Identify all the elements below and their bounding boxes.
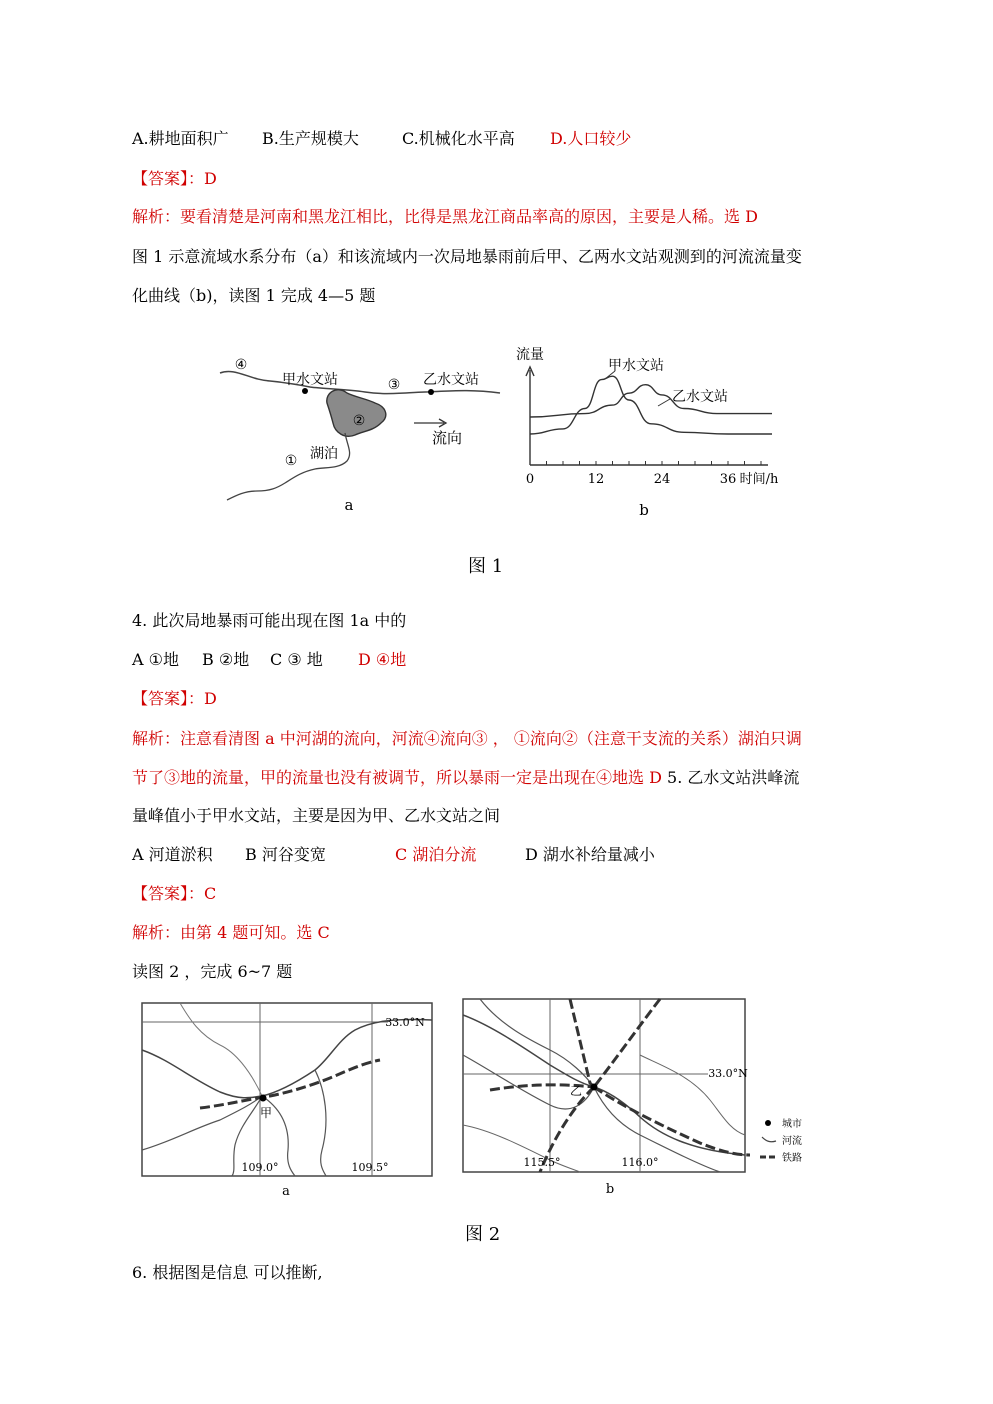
figure1a-sublabel: a bbox=[344, 496, 354, 514]
q5-option-c: C 湖泊分流 bbox=[395, 845, 477, 864]
circle-2-label: ② bbox=[352, 413, 366, 429]
x-tick-label: 36 bbox=[719, 472, 737, 487]
latitude-label-b: 33.0°N bbox=[708, 1067, 748, 1080]
x-tick-label: 0 bbox=[525, 472, 535, 487]
x-tick-label: 24 bbox=[653, 472, 671, 487]
figure1b-chart bbox=[510, 345, 800, 520]
q4-option-c: C ③ 地 bbox=[270, 650, 323, 669]
q5-option-d: D 湖水补给量减小 bbox=[525, 845, 655, 864]
q4-options bbox=[132, 649, 406, 671]
q3-option-b: B.生产规模大 bbox=[262, 129, 359, 148]
circle-4-label: ④ bbox=[234, 357, 248, 373]
q3-option-a: A.耕地面积广 bbox=[132, 129, 229, 148]
q4-analysis-line2 bbox=[132, 767, 799, 789]
q6-title: 6. 根据图是信息 可以推断, bbox=[132, 1263, 323, 1282]
q4-option-b: B ②地 bbox=[202, 650, 250, 669]
figure2b-sublabel: b bbox=[605, 1182, 615, 1197]
lake-label: 湖泊 bbox=[310, 446, 338, 462]
x-tick-label: 12 bbox=[587, 472, 605, 487]
q3-analysis: 解析：要看清楚是河南和黑龙江相比，比得是黑龙江商品率高的原因，主要是人稀。选 D bbox=[132, 207, 758, 226]
chart-ylabel: 流量 bbox=[516, 347, 544, 363]
circle-3-label: ③ bbox=[387, 377, 401, 393]
latitude-label-a: 33.0°N bbox=[385, 1016, 425, 1029]
q5-title-part2: 量峰值小于甲水文站，主要是因为甲、乙水文站之间 bbox=[132, 806, 501, 825]
q5-option-a: A 河道淤积 bbox=[132, 845, 213, 864]
series-jia-line bbox=[530, 376, 772, 434]
longitude-116-0-label: 116.0° bbox=[621, 1156, 659, 1169]
figure1b-sublabel: b bbox=[639, 501, 649, 519]
longitude-115-5-label: 115.5° bbox=[523, 1156, 561, 1169]
figure2a-map bbox=[140, 1000, 440, 1205]
series-yi-line bbox=[530, 385, 772, 417]
q3-option-d: D.人口较少 bbox=[550, 129, 632, 148]
station-jia-label: 甲水文站 bbox=[282, 372, 338, 388]
q3-answer: 【答案】：D bbox=[132, 169, 217, 188]
q5-options bbox=[132, 844, 655, 866]
legend-river-label: 河流 bbox=[782, 1136, 802, 1147]
figure1-caption: 图 1 bbox=[468, 556, 504, 577]
series-jia-label: 甲水文站 bbox=[608, 358, 664, 374]
figure1-intro-line2: 化曲线（b)，读图 1 完成 4—5 题 bbox=[132, 286, 376, 305]
q4-analysis-line2-red: 节了③地的流量，甲的流量也没有被调节，所以暴雨一定是出现在④地选 D bbox=[132, 768, 662, 787]
q4-option-a: A ①地 bbox=[132, 650, 179, 669]
longitude-109-5-label: 109.5° bbox=[351, 1161, 389, 1174]
circle-1-label: ① bbox=[284, 453, 298, 469]
q3-option-c: C.机械化水平高 bbox=[402, 129, 515, 148]
q3-options bbox=[132, 128, 631, 150]
q4-answer: 【答案】：D bbox=[132, 689, 217, 708]
figure2a-sublabel: a bbox=[282, 1184, 290, 1199]
q5-option-b: B 河谷变宽 bbox=[245, 845, 326, 864]
legend-railway-label: 铁路 bbox=[782, 1153, 802, 1164]
legend-river-symbol bbox=[762, 1137, 776, 1142]
q4-analysis-line1: 解析：注意看清图 a 中河湖的流向，河流④流向③ ， ①流向②（注意干支流的关系）湖泊只调 bbox=[132, 729, 802, 748]
figure2b-map bbox=[460, 995, 835, 1200]
flow-direction-label: 流向 bbox=[431, 429, 463, 447]
q4-option-d: D ④地 bbox=[358, 650, 407, 669]
series-yi-label: 乙水文站 bbox=[672, 389, 728, 405]
chart-xlabel: 时间/h bbox=[739, 472, 779, 487]
legend-city-symbol bbox=[765, 1120, 771, 1126]
city-jia-label: 甲 bbox=[259, 1106, 273, 1120]
q5-title-part1: 5. 乙水文站洪峰流 bbox=[661, 768, 800, 787]
figure2-intro: 读图 2 ，完成 6~7 题 bbox=[132, 962, 293, 981]
figure1a-map bbox=[215, 345, 505, 520]
figure1-intro-line1: 图 1 示意流域水系分布（a）和该流域内一次局地暴雨前后甲、乙两水文站观测到的河流流量变 bbox=[132, 247, 802, 266]
q5-analysis: 解析：由第 4 题可知。选 C bbox=[132, 923, 330, 942]
q4-title: 4. 此次局地暴雨可能出现在图 1a 中的 bbox=[132, 611, 407, 630]
station-yi-label: 乙水文站 bbox=[423, 372, 479, 388]
longitude-109-0-label: 109.0° bbox=[241, 1161, 279, 1174]
q5-answer: 【答案】：C bbox=[132, 884, 217, 903]
legend-city-label: 城市 bbox=[782, 1119, 802, 1130]
city-yi-label: 乙 bbox=[569, 1084, 583, 1098]
figure2-caption: 图 2 bbox=[465, 1224, 501, 1245]
